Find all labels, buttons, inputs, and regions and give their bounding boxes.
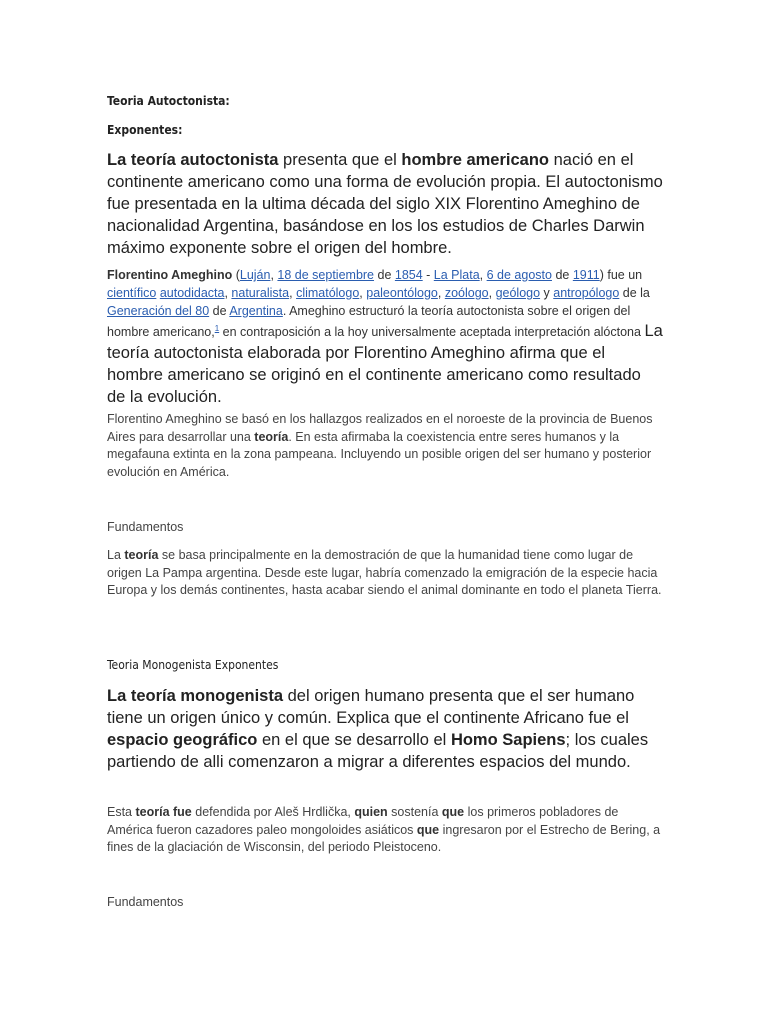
bold-term: La teoría autoctonista	[107, 151, 279, 169]
bold-term: quien	[354, 805, 388, 819]
bold-term: espacio geográfico	[107, 731, 258, 749]
bold-term: que	[416, 822, 440, 837]
link-argentina[interactable]: Argentina	[229, 304, 283, 318]
link-climatologo[interactable]: climatólogo	[296, 286, 360, 300]
bold-term: hombre americano	[401, 151, 550, 169]
fundamentos-paragraph-1: La teoría se basa principalmente en la demostración de que la humanidad tiene como lugar de origen La Pampa argentina. Desde este lugar, habría comenzado la emigración de la especie hacia Europa y los demás continentes, hasta acabar siendo el animal dominante en todo el planeta Tierra.	[107, 548, 662, 597]
link-la-plata[interactable]: La Plata	[433, 268, 480, 282]
link-birth-year[interactable]: 1854	[394, 268, 423, 282]
hrdlicka-paragraph: Esta teoría fue defendida por Aleš Hrdlička, quien sostenía que los primeros pobladores de América fueron cazadores paleo mongoloides asiáticos que ingresaron por el Estrecho de Bering, a fines de la glaciación de Wisconsin, del periodo Pleistoceno.	[107, 805, 661, 854]
section-title-monogenista: Teoria Monogenista Exponentes	[107, 658, 279, 672]
link-antropologo[interactable]: antropólogo	[553, 286, 620, 300]
monogenista-paragraph: La teoría monogenista del origen humano presenta que el ser humano tiene un origen único y común. Explica que el continente Africano fue el espacio geográfico en el que se desarrollo el Homo Sapiens; los cuales partiendo de alli comenzaron a migrar a diferentes espacios del mundo.	[107, 687, 649, 771]
link-paleontologo[interactable]: paleontólogo	[366, 286, 438, 300]
footnote-link[interactable]: 1	[214, 323, 220, 333]
link-lujan[interactable]: Luján	[239, 268, 271, 282]
link-death-year[interactable]: 1911	[572, 268, 600, 282]
fundamentos-heading-1: Fundamentos	[107, 520, 184, 534]
ameghino-name: Florentino Ameghino	[107, 268, 233, 282]
autoctonista-summary: La teoría autoctonista elaborada por Florentino Ameghino afirma que el hombre americano se originó en el continente americano como resultado de la evolución.	[107, 322, 663, 406]
bold-term: La teoría monogenista	[107, 687, 284, 705]
fundamentos-heading-2: Fundamentos	[107, 895, 184, 909]
link-geologo[interactable]: geólogo	[495, 286, 541, 300]
bold-term: teoría	[254, 429, 289, 444]
link-birth-date[interactable]: 18 de septiembre	[277, 268, 375, 282]
intro-paragraph: La teoría autoctonista presenta que el hombre americano nació en el continente americano como una forma de evolución propia. El autoctonismo fue presentada en la ultima década del siglo XIX Florentino Ameghino de nacionalidad Argentina, basándose en los los estudios de Charles Darwin máximo exponente sobre el origen del hombre.	[107, 151, 663, 257]
exponentes-label: Exponentes:	[107, 123, 183, 137]
ameghino-bio-paragraph: Florentino Ameghino (Luján, 18 de septiembre de 1854 - La Plata, 6 de agosto de 1911) fue un científico autodidacta, naturalista, climatólogo, paleontólogo, zoólogo, geólogo y antropólogo de la Generación del 80 de Argentina. Ameghino estructuró la teoría autoctonista sobre el origen del hombre americano,$^1$ en contraposición a la hoy universalmente aceptada interpretación alóctona La teoría autoctonista elaborada por Florentino Ameghino afirma que el hombre americano se originó en el continente americano como resultado de la evolución.	[107, 268, 663, 406]
link-generacion-del-80[interactable]: Generación del 80	[107, 304, 210, 318]
link-death-date[interactable]: 6 de agosto	[486, 268, 552, 282]
section-title-autoctonista: Teoria Autoctonista:	[107, 94, 230, 108]
bold-term: Homo Sapiens	[450, 731, 566, 749]
link-autodidacta[interactable]: autodidacta	[159, 286, 225, 300]
bold-term: teoría fue	[135, 805, 192, 819]
link-naturalista[interactable]: naturalista	[231, 286, 290, 300]
link-zoologo[interactable]: zoólogo	[444, 286, 489, 300]
link-cientifico[interactable]: científico	[107, 286, 157, 300]
ameghino-findings-paragraph: Florentino Ameghino se basó en los hallazgos realizados en el noroeste de la provincia de Buenos Aires para desarrollar una teoría. En esta afirmaba la coexistencia entre seres humanos y la megafauna extinta en la zona pampeana. Incluyendo un posible origen del ser humano y posterior evolución en América.	[107, 412, 653, 479]
bold-term: teoría	[124, 548, 159, 562]
bold-term: que	[441, 805, 465, 819]
